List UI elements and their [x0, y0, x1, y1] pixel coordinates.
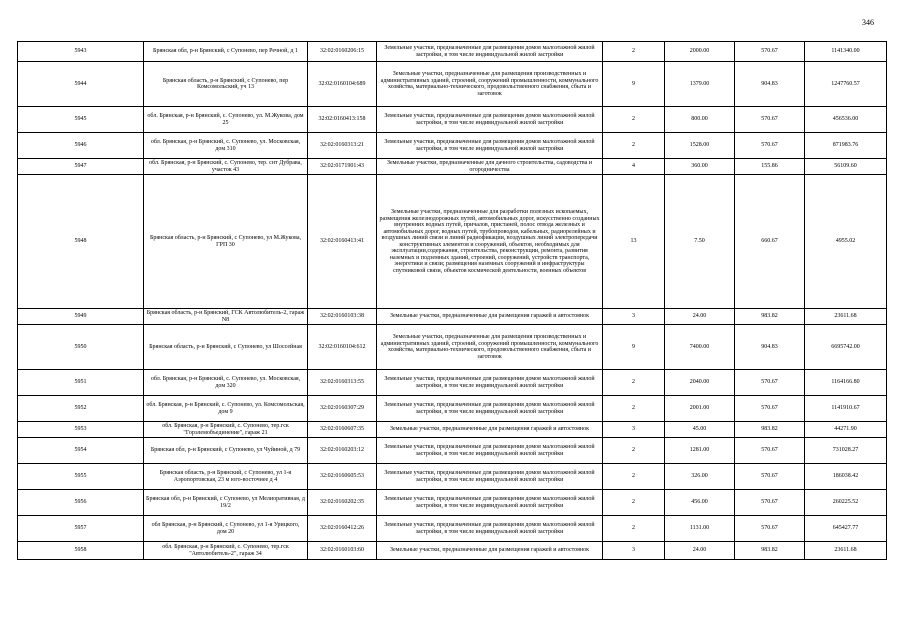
cadastral-number-cell: 32:02:0160202:35 [308, 490, 377, 516]
land-use-cell: Земельные участки, предназначенные для размещения гаражей и автостоянок [377, 422, 603, 438]
cadastral-value-cell: 1141910.67 [805, 396, 887, 422]
land-use-cell: Земельные участки, предназначенные для размещения домов малоэтажной жилой застройки, в том числе индивидуальной жилой застройки [377, 516, 603, 542]
row-number: 5953 [18, 422, 144, 438]
land-use-cell: Земельные участки, предназначенные для размещения домов малоэтажной жилой застройки, в том числе индивидуальной жилой застройки [377, 490, 603, 516]
page-number: 346 [862, 18, 874, 27]
address-cell: обл. Брянская, р-н Брянский, с. Супонево, ул. Московская, дом 310 [144, 133, 308, 159]
land-registry-table [17, 41, 887, 560]
area-cell: 1379.00 [665, 62, 735, 107]
address-cell: обл. Брянская, р-н Брянский, с. Супонево, ул. Московская, дом 320 [144, 370, 308, 396]
table-row [18, 396, 887, 422]
table-row [18, 133, 887, 159]
area-cell: 1528.00 [665, 133, 735, 159]
land-use-cell: Земельные участки, предназначенные для размещения домов малоэтажной жилой застройки, в том числе индивидуальной жилой застройки [377, 42, 603, 62]
address-cell: обл. Брянская, р-н Брянский, с. Супонево, ул. М.Жукова, дом 25 [144, 107, 308, 133]
land-use-cell: Земельные участки, предназначенные для размещения производственных и административных зданий, строений, сооружений промышленности, коммунального хозяйства, материально-технического, продовольственного снабжения, сбыта и заготовок [377, 325, 603, 370]
row-number: 5958 [18, 542, 144, 560]
table-row [18, 516, 887, 542]
table-body [18, 42, 887, 560]
land-use-cell: Земельные участки, предназначенные для размещения домов малоэтажной жилой застройки, в том числе индивидуальной жилой застройки [377, 396, 603, 422]
area-cell: 1131.00 [665, 516, 735, 542]
unit-value-cell: 570.67 [735, 370, 805, 396]
area-cell: 360.00 [665, 159, 735, 175]
cadastral-value-cell: 4955.02 [805, 175, 887, 309]
address-cell: обл. Брянская, р-н Брянский, с. Супонево, тер.гск "Автолюбитель-2", гараж 34 [144, 542, 308, 560]
cadastral-value-cell: 1247760.57 [805, 62, 887, 107]
row-number: 5945 [18, 107, 144, 133]
group-code-cell: 2 [603, 490, 665, 516]
address-cell: обл Брянская, р-н Брянский, с Супонево, ул 1-я Урицкого, дом 20 [144, 516, 308, 542]
unit-value-cell: 983.82 [735, 542, 805, 560]
cadastral-number-cell: 32:02:0160605:53 [308, 464, 377, 490]
land-use-cell: Земельные участки, предназначенные для размещения домов малоэтажной жилой застройки, в том числе индивидуальной жилой застройки [377, 370, 603, 396]
group-code-cell: 2 [603, 438, 665, 464]
group-code-cell: 3 [603, 309, 665, 325]
table-row [18, 325, 887, 370]
unit-value-cell: 904.83 [735, 62, 805, 107]
unit-value-cell: 660.67 [735, 175, 805, 309]
row-number: 5947 [18, 159, 144, 175]
unit-value-cell: 570.67 [735, 490, 805, 516]
group-code-cell: 13 [603, 175, 665, 309]
unit-value-cell: 570.67 [735, 516, 805, 542]
address-cell: обл. Брянская, р-н Брянский, с. Супонево, тер.гск "Горэлемобъединение", гараж 21 [144, 422, 308, 438]
group-code-cell: 2 [603, 42, 665, 62]
table-row [18, 62, 887, 107]
area-cell: 800.00 [665, 107, 735, 133]
cadastral-number-cell: 32:02:0160313:21 [308, 133, 377, 159]
address-cell: Брянская область, р-н Брянский, с Супонево, ул 1-я Аэропортовская, 23 м юго-восточнее д 4 [144, 464, 308, 490]
cadastral-number-cell: 32:02:0171901:43 [308, 159, 377, 175]
cadastral-number-cell: 32:02:0160103:38 [308, 309, 377, 325]
unit-value-cell: 570.67 [735, 464, 805, 490]
cadastral-value-cell: 56109.60 [805, 159, 887, 175]
table-row [18, 42, 887, 62]
row-number: 5954 [18, 438, 144, 464]
address-cell: Брянская область, р-н Брянский, с Супонево, пер Комсомольский, уч 13 [144, 62, 308, 107]
group-code-cell: 4 [603, 159, 665, 175]
cadastral-number-cell: 32:02:0160413:158 [308, 107, 377, 133]
table-row [18, 107, 887, 133]
table-row [18, 422, 887, 438]
table-row [18, 542, 887, 560]
group-code-cell: 3 [603, 542, 665, 560]
table-row [18, 438, 887, 464]
unit-value-cell: 570.67 [735, 107, 805, 133]
area-cell: 24.00 [665, 309, 735, 325]
row-number: 5952 [18, 396, 144, 422]
area-cell: 456.00 [665, 490, 735, 516]
cadastral-value-cell: 731028.27 [805, 438, 887, 464]
cadastral-value-cell: 6695742.00 [805, 325, 887, 370]
table-row [18, 464, 887, 490]
table-row [18, 370, 887, 396]
cadastral-value-cell: 23611.68 [805, 309, 887, 325]
unit-value-cell: 570.67 [735, 133, 805, 159]
area-cell: 45.00 [665, 422, 735, 438]
row-number: 5956 [18, 490, 144, 516]
area-cell: 2040.00 [665, 370, 735, 396]
cadastral-value-cell: 186038.42 [805, 464, 887, 490]
row-number: 5957 [18, 516, 144, 542]
cadastral-value-cell: 1141340.00 [805, 42, 887, 62]
unit-value-cell: 570.67 [735, 396, 805, 422]
group-code-cell: 2 [603, 516, 665, 542]
address-cell: Брянская обл, р-н Брянский, с Супонево, ул Мелиоративная, д 19/2 [144, 490, 308, 516]
cadastral-value-cell: 1164166.80 [805, 370, 887, 396]
cadastral-value-cell: 871983.76 [805, 133, 887, 159]
unit-value-cell: 983.82 [735, 309, 805, 325]
land-use-cell: Земельные участки, предназначенные для размещения производственных и административных зданий, строений, сооружений промышленности, коммунального хозяйства, материально-технического, продовольственного снабжения, сбыта и заготовок [377, 62, 603, 107]
cadastral-number-cell: 32:02:0160313:55 [308, 370, 377, 396]
land-use-cell: Земельные участки, предназначенные для размещения гаражей и автостоянок [377, 309, 603, 325]
land-use-cell: Земельные участки, предназначенные для дачного строительства, садоводства и огородничества [377, 159, 603, 175]
group-code-cell: 2 [603, 396, 665, 422]
table-row [18, 159, 887, 175]
group-code-cell: 2 [603, 464, 665, 490]
row-number: 5943 [18, 42, 144, 62]
cadastral-value-cell: 645427.77 [805, 516, 887, 542]
address-cell: Брянская обл, р-н Брянский, с Супонево, ул Чуйиной, д 79 [144, 438, 308, 464]
table-row [18, 490, 887, 516]
cadastral-number-cell: 32:02:0160206:15 [308, 42, 377, 62]
area-cell: 7.50 [665, 175, 735, 309]
cadastral-number-cell: 32:02:0160203:12 [308, 438, 377, 464]
unit-value-cell: 570.67 [735, 42, 805, 62]
cadastral-value-cell: 44271.90 [805, 422, 887, 438]
cadastral-number-cell: 32:02:0160104:689 [308, 62, 377, 107]
cadastral-value-cell: 23611.68 [805, 542, 887, 560]
address-cell: обл. Брянская, р-н Брянский, с. Супонево, тер. снт Дубрава, участок 43 [144, 159, 308, 175]
area-cell: 24.00 [665, 542, 735, 560]
area-cell: 2000.00 [665, 42, 735, 62]
unit-value-cell: 983.82 [735, 422, 805, 438]
row-number: 5944 [18, 62, 144, 107]
group-code-cell: 2 [603, 107, 665, 133]
cadastral-value-cell: 260225.52 [805, 490, 887, 516]
cadastral-number-cell: 32:02:0160607:35 [308, 422, 377, 438]
row-number: 5951 [18, 370, 144, 396]
row-number: 5955 [18, 464, 144, 490]
cadastral-number-cell: 32:02:0160307:29 [308, 396, 377, 422]
cadastral-number-cell: 32:02:0160413:41 [308, 175, 377, 309]
address-cell: Брянская обл, р-н Брянский, с Супонево, пер Речной, д 1 [144, 42, 308, 62]
group-code-cell: 3 [603, 422, 665, 438]
area-cell: 7400.00 [665, 325, 735, 370]
land-use-cell: Земельные участки, предназначенные для разработки полезных ископаемых, размещения железнодорожных путей, автомобильных дорог, искусственно созданных внутренних водных путей, причалов, пристаней, полос отвода железных и автомобильных дорог, водных путей, трубопроводов, кабельных, радиорелейных и воздушных линий связи и линий радиофикации, воздушных линий электропередачи конструктивных элементов и сооружений, объектов, необходимых для эксплуатации,содержания, строительства, реконструкции, ремонта, развития наземных и подземных зданий, строений, сооружений, устройств транспорта, энергетики и связи; размещения наземных сооружений и инфраструктуры спутниковой связи, объектов космической деятельности, военных объектов [377, 175, 603, 309]
group-code-cell: 9 [603, 62, 665, 107]
group-code-cell: 9 [603, 325, 665, 370]
cadastral-number-cell: 32:02:0160104:612 [308, 325, 377, 370]
address-cell: обл. Брянская, р-н Брянский, с. Супонево, ул. Комсомольская, дом 9 [144, 396, 308, 422]
cadastral-number-cell: 32:02:0160103:60 [308, 542, 377, 560]
area-cell: 1281.00 [665, 438, 735, 464]
address-cell: Брянская область, р-н Брянский, с Супонево, ул М.Жукова, ГРП 30 [144, 175, 308, 309]
land-use-cell: Земельные участки, предназначенные для размещения домов малоэтажной жилой застройки, в том числе индивидуальной жилой застройки [377, 133, 603, 159]
area-cell: 326.00 [665, 464, 735, 490]
table-row [18, 309, 887, 325]
unit-value-cell: 155.86 [735, 159, 805, 175]
area-cell: 2001.00 [665, 396, 735, 422]
land-use-cell: Земельные участки, предназначенные для размещения домов малоэтажной жилой застройки, в том числе индивидуальной жилой застройки [377, 464, 603, 490]
cadastral-number-cell: 32:02:0160412:26 [308, 516, 377, 542]
unit-value-cell: 904.83 [735, 325, 805, 370]
unit-value-cell: 570.67 [735, 438, 805, 464]
cadastral-value-cell: 456536.00 [805, 107, 887, 133]
address-cell: Брянская область, р-н Брянский, с Супонево, ул Шоссейная [144, 325, 308, 370]
address-cell: Брянская область, р-н Брянский, ГСК Автолюбитель-2, гараж N8 [144, 309, 308, 325]
row-number: 5948 [18, 175, 144, 309]
land-use-cell: Земельные участки, предназначенные для размещения гаражей и автостоянок [377, 542, 603, 560]
land-use-cell: Земельные участки, предназначенные для размещения домов малоэтажной жилой застройки, в том числе индивидуальной жилой застройки [377, 107, 603, 133]
land-use-cell: Земельные участки, предназначенные для размещения домов малоэтажной жилой застройки, в том числе индивидуальной жилой застройки [377, 438, 603, 464]
row-number: 5949 [18, 309, 144, 325]
row-number: 5946 [18, 133, 144, 159]
row-number: 5950 [18, 325, 144, 370]
table-row [18, 175, 887, 309]
group-code-cell: 2 [603, 370, 665, 396]
group-code-cell: 2 [603, 133, 665, 159]
